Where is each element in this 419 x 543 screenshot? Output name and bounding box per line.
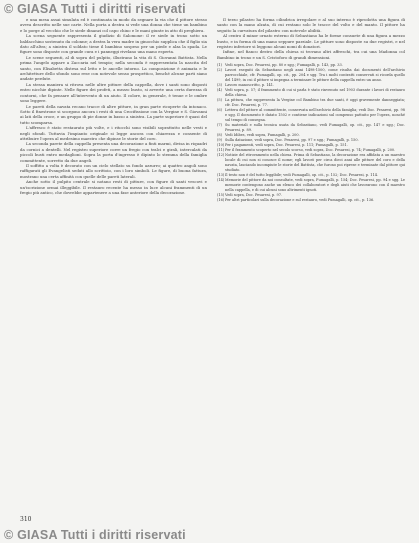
left-column bbox=[20, 17, 207, 517]
footnote-number: (8) bbox=[217, 133, 222, 138]
paragraph: L'affresco è stato restaurato più volte, e i ritocchi sono visibili soprattutto nelle vesti e negli sfondi. Tuttavia l'impianto originale si legge ancora con chiarezza e consente di attribuire l'opera al medesimo maestro che dipinse le storie del coro. bbox=[20, 125, 207, 141]
paragraph: Anche sotto il pulpito centrale si notano resti di pitture, con figure di santi vescovi e un'iscrizione ormai illeggibile. Il restauro recente ha messo in luce alcuni frammenti di un fregio più antico, che dovrebbe appartenere a una fase anteriore della decorazione. bbox=[20, 179, 207, 195]
footnote-text: Memorie del pittore da noi consultate, vedi sopra, Fumagalli, p. 154; Doc. Pesaresi, pp. 94 e sgg. Le memorie contengono anche un elenco dei collaboratori e degli aiuti che lavorarono con il maestro nella cappella, e di cui alcuni sono altrimenti ignoti. bbox=[225, 178, 405, 193]
footnote bbox=[217, 88, 405, 98]
footnote-text: Per altri particolari sulla decorazione e sul restauro, vedi Fumagalli, op. cit., p. 136. bbox=[225, 198, 375, 203]
footnote bbox=[217, 123, 405, 133]
footnote bbox=[217, 153, 405, 173]
footnote bbox=[217, 178, 405, 193]
footnote-number: (1) bbox=[217, 63, 222, 68]
footnote-text: Il testo non è del tutto leggibile; vedi Fumagalli, op. cit., p. 152; Doc. Pesaresi, p. 114. bbox=[225, 173, 379, 178]
footnote-text: Vedi sopra, Doc. Pesaresi, p. 97. bbox=[225, 193, 283, 198]
footnote-number: (14) bbox=[217, 178, 225, 183]
footnote-text: Lettera del pittore al committente, conservata nell'archivio della famiglia; vedi Doc. Pesaresi, pp. 98 e sgg. Il documento è datato 1502 e contiene indicazioni sul compenso pattuito per l'opera, nonché sul tempo di consegna. bbox=[225, 108, 405, 123]
footnote bbox=[217, 198, 405, 203]
footnote-text: Su materiali e sulla tecnica usata da Sebastiano, vedi Fumagalli, op. cit., pp. 147 e sgg.; Doc. Pesaresi, p. 89. bbox=[225, 123, 405, 133]
footnote bbox=[217, 98, 405, 108]
footnote-text: Lavori eseguiti da Sebastiano negli anni 1498-1500, come risulta dai documenti dell'archivio parrocchiale, cfr. Fumagalli, op. cit., pp. 204 e sgg. Tra i molti contratti conservati si ricorda quello del 1499, in cui il pittore si impegna a terminare le pitture della cappella entro un anno. bbox=[225, 68, 405, 83]
footnote-number: (6) bbox=[217, 108, 222, 113]
paragraph: Il terzo pilastro ha forma cilindrica irregolare e al suo interno è riprodotta una figura di santo con la mano alzata, di cui restano solo le tracce del volto e del manto. Il pittore ha seguito la curvatura del pilastro con notevole abilità. bbox=[217, 17, 405, 33]
footnote-number: (7) bbox=[217, 123, 222, 128]
footnote-number: (9) bbox=[217, 138, 222, 143]
footnote-number: (16) bbox=[217, 198, 225, 203]
footnote bbox=[217, 68, 405, 83]
footnote-text: Per il frammento scoperto nel secolo scorso, vedi sopra, Doc. Pesaresi, p. 74; Fumagalli, p. 200. bbox=[225, 148, 396, 153]
paragraph: La stessa maniera si ritrova nelle altre pitture della cappella, dove i santi sono disposti entro nicchie dipinte. Nelle figure dei profeti, a mezzo busto, si avverte una certa durezza di contorni, che fa pensare all'intervento di un aiuto. Il colore, in generale, è tenue e le ombre sono leggere. bbox=[20, 81, 207, 104]
footnote bbox=[217, 108, 405, 123]
footnote-number: (11) bbox=[217, 148, 225, 153]
watermark-top: © GIASA Tutti i diritti riservati bbox=[4, 2, 186, 16]
page-number: 310 bbox=[20, 516, 32, 523]
footnote-text: Sulla datazione, vedi sopra, Doc. Pesaresi, pp. 97 e sgg.; Fumagalli, p. 150. bbox=[225, 138, 359, 143]
paragraph: e una mesa assai simulata ed è continuata in modo da segnare la via che il pittore stesso aveva descritto nelle sue carte. Nella porta a destra si vede una donna che tiene un bambino e lo porge al vecchio che le siede dinanzi col capo chino e le mani giunte in atto di preghiera. bbox=[20, 17, 207, 33]
paragraph: Il soffitto a volta è decorato con un cielo stellato su fondo azzurro; ai quattro angoli sono raffigurati gli Evangelisti seduti allo scrittoio, con i loro simboli. Le figure, di buona fattura, mostrano una certa affinità con quelle delle pareti laterali. bbox=[20, 162, 207, 179]
paragraph: Le scene seguenti, al di sopra del pulpito, illustrano la vita di S. Giovanni Battista. Nella prima l'angelo appare a Zaccaria nel tempio; nella seconda è rappresentata la nascita del santo, con Elisabetta distesa sul letto e le ancelle intorno. La composizione è animata e le architetture dello sfondo sono rese con notevole senso prospettico, benché alcune parti siano andate perdute. bbox=[20, 54, 207, 82]
paragraph: La seconda parete della cappella presenta una decorazione a finti marmi, divisa in riquadri da cornici a dentelli. Nel registro superiore corre un fregio con tralci e girali, intercalati da piccoli busti entro medaglioni. Sopra la porta d'ingresso è dipinto lo stemma della famiglia committente, sorretto da due angeli. bbox=[20, 141, 207, 163]
footnote-text: Vedi sopra, p. 57; il frammento di cui si parla è stato rinvenuto nel 1903 durante i lavori di restauro della chiesa. bbox=[225, 88, 405, 98]
paragraph: Al centro il minor ornato esterno di Sebastiano ha le forme consuete di una figura a mezzo busto, e in forma di una mano seppure parziale. Le pitture sono disposte su due registri, e nel registro inferiore si leggono alcuni nomi di donatori. bbox=[217, 33, 405, 50]
footnote-text: La pittura, che rappresenta la Vergine col Bambino tra due santi, è oggi gravemente danneggiata; cfr. Doc. Pesaresi, p. 77. bbox=[225, 98, 405, 108]
footnote-text: Notizie del ritrovamento nella chiesa. Prima di Sebastiano, la decorazione era affidata a un maestro locale di cui non si conosce il nome; egli lavorò per circa dieci anni alle pitture del coro e della navata, lasciando incompiute le storie del Battista, che furono poi riprese e terminate dal pittore qui studiato. bbox=[225, 153, 405, 173]
footnote-number: (13) bbox=[217, 173, 225, 178]
footnote-text: Vedi Idibes, vedi sopra, Fumagalli, p. 200. bbox=[225, 133, 300, 138]
footnote-number: (4) bbox=[217, 88, 222, 93]
watermark-bottom: © GIASA Tutti i diritti riservati bbox=[4, 528, 186, 542]
paragraph: La scena seguente rappresenta il giudizio di Salomone: il re siede in trono sotto un baldacchino sostenuto da colonne; a destra la vera madre in ginocchio supplica che il figlio sia dato all'altra; a sinistra il soldato tiene il bambino sospeso per un piede e alza la spada. Le figure sono disposte con grande cura e i panneggi rivelano una mano esperta. bbox=[20, 33, 207, 55]
right-column bbox=[217, 17, 405, 517]
footnote-number: (12) bbox=[217, 153, 225, 158]
footnote-number: (15) bbox=[217, 193, 225, 198]
paragraph: Infine, nel fianco destro della chiesa si trovano altri affreschi, tra cui una Madonna col Bambino in trono e un S. Cristoforo di grandi dimensioni. bbox=[217, 49, 405, 60]
footnote-text: Lavoro manoscritto, p. 141. bbox=[225, 83, 275, 88]
footnote-number: (2) bbox=[217, 68, 222, 73]
paragraph: Le pareti della navata recano tracce di altre pitture, in gran parte ricoperte da intonaco. Sotto il finestrone si scorgono ancora i resti di una Crocifissione con la Vergine e S. Giovanni ai lati della croce, e un gruppo di pie donne in basso a sinistra. La parte superiore è quasi del tutto scomparsa. bbox=[20, 103, 207, 125]
footnote-number: (3) bbox=[217, 83, 222, 88]
footnote-text: Vedi sopra, Doc. Pesaresi, pp. 80 e sgg.; Fumagalli, p. 143, pp. 33. bbox=[225, 63, 343, 68]
footnote-number: (5) bbox=[217, 98, 222, 103]
footnote-number: (10) bbox=[217, 143, 225, 148]
footnote-text: Per i pagamenti, vedi sopra, Doc. Pesaresi, p. 111; Fumagalli, p. 151. bbox=[225, 143, 348, 148]
